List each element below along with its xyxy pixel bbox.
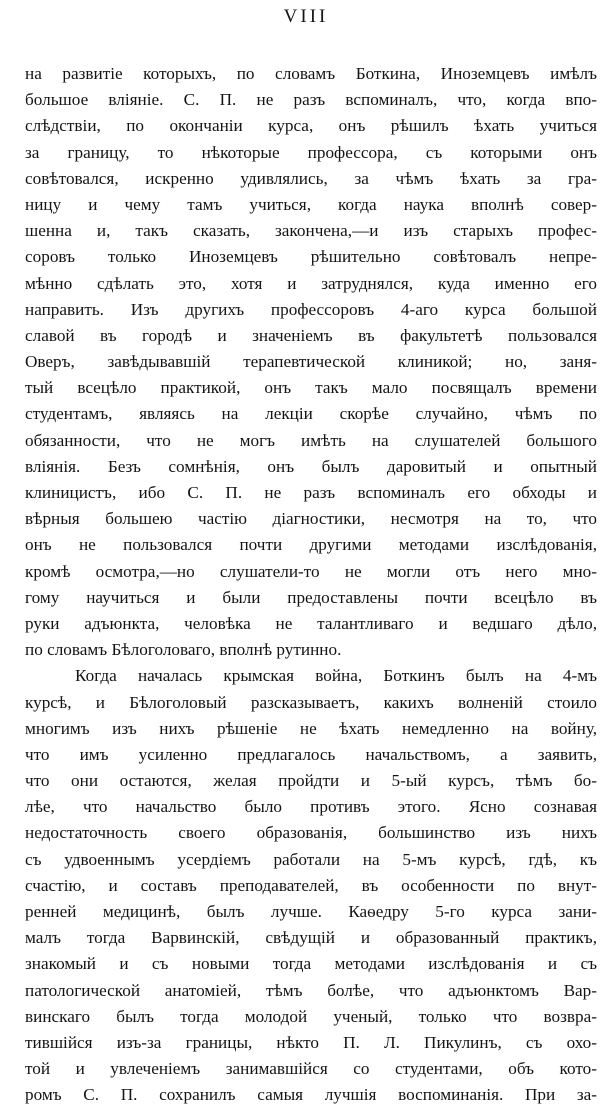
paragraph bbox=[25, 61, 597, 663]
text-line: руки адъюнкта, человѣка не талантливаго и ведшаго дѣло, bbox=[25, 613, 597, 633]
text-line: обязанности, что не могъ имѣть на слушателей большого bbox=[25, 430, 597, 450]
text-line: слѣдствіи, по окончаніи курса, онъ рѣшилъ ѣхать учиться bbox=[25, 116, 597, 136]
body-text bbox=[25, 61, 597, 1109]
text-line: недостаточность своего образованія, большинство изъ нихъ bbox=[25, 823, 597, 843]
text-line: тый всецѣло практикой, онъ такъ мало посвящалъ времени bbox=[25, 378, 597, 398]
text-line: тившійся изъ-за границы, нѣкто П. Л. Пикулинъ, съ охо- bbox=[25, 1032, 597, 1052]
text-line: большое вліяніе. С. П. не разъ вспоминалъ, что, когда впо- bbox=[25, 90, 597, 110]
text-line: кромѣ осмотра,—но слушатели-то не могли отъ него мно- bbox=[25, 561, 597, 581]
text-line: на развитіе которыхъ, по словамъ Боткина, Иноземцевъ имѣлъ bbox=[25, 64, 597, 83]
text-line: направить. Изъ другихъ профессоровъ 4-аго курса большой bbox=[25, 299, 597, 319]
text-line: ницу и чему тамъ учиться, когда наука вполнѣ совер- bbox=[25, 194, 597, 214]
text-line: той и увлеченіемъ занимавшійся со студентами, объ кото- bbox=[25, 1059, 597, 1079]
text-line: малъ тогда Варвинскій, свѣдущій и образованный практикъ, bbox=[25, 928, 597, 948]
text-line: Когда началась крымская война, Боткинъ былъ на 4-мъ bbox=[75, 666, 597, 686]
text-line: съ удвоеннымъ усердіемъ работали на 5-мъ курсѣ, гдѣ, къ bbox=[25, 849, 597, 869]
text-line: шенна и, такъ сказать, закончена,—и изъ старыхъ профес- bbox=[25, 221, 597, 241]
text-line: вѣрныя большею частію діагностики, несмотря на то, что bbox=[25, 509, 597, 529]
paragraph bbox=[25, 663, 597, 1108]
page-number: VIII bbox=[283, 6, 329, 27]
text-line: по словамъ Бѣлоголоваго, вполнѣ рутинно. bbox=[25, 640, 342, 660]
text-line: что имъ усиленно предлагалось начальствомъ, а заявить, bbox=[25, 744, 597, 764]
text-line: что они остаются, желая пройдти и 5-ый курсъ, тѣмъ бо- bbox=[25, 771, 597, 791]
text-line: соровъ только Иноземцевъ рѣшительно совѣтовалъ непре- bbox=[25, 247, 597, 267]
text-line: Оверъ, завѣдывавшій терапевтической клиникой; но, заня- bbox=[25, 352, 597, 372]
text-line: студентамъ, являясь на лекціи скорѣе случайно, чѣмъ по bbox=[25, 404, 597, 424]
text-line: винскаго былъ тогда молодой ученый, только что возвра- bbox=[25, 1006, 597, 1026]
text-line: гому научиться и были предоставлены почти всецѣло въ bbox=[25, 587, 597, 607]
text-line: ренней медицинѣ, былъ лучше. Каѳедру 5-го курса зани- bbox=[25, 902, 597, 921]
text-line: онъ не пользовался почти другими методами изслѣдованія, bbox=[25, 535, 597, 555]
text-line: славой въ городѣ и значеніемъ въ факультетѣ пользовался bbox=[25, 325, 597, 345]
text-line: вліянія. Безъ сомнѣнія, онъ былъ даровитый и опытный bbox=[25, 456, 597, 476]
text-line: ромъ С. П. сохранилъ самыя лучшія воспоминанія. При за- bbox=[25, 1085, 597, 1105]
text-line: курсѣ, и Бѣлоголовый разсказываетъ, какихъ волненій стоило bbox=[25, 692, 597, 712]
text-line: знакомый и съ новыми тогда методами изслѣдованія и съ bbox=[25, 954, 597, 974]
text-line: лѣе, что начальство было противъ этого. Ясно сознавая bbox=[25, 797, 597, 817]
text-line: за границу, то нѣкоторые профессора, съ которыми онъ bbox=[25, 142, 597, 162]
text-line: совѣтовался, искренно удивлялись, за чѣмъ ѣхать за гра- bbox=[25, 168, 597, 188]
text-line: мѣнно сдѣлать это, хотя и затруднялся, куда именно его bbox=[25, 273, 597, 293]
text-line: счастію, и составъ преподавателей, въ особенности по внут- bbox=[25, 875, 597, 895]
text-line: патологической анатоміей, тѣмъ болѣе, что адъюнктомъ Вар- bbox=[25, 980, 597, 1000]
text-line: клиницистъ, ибо С. П. не разъ вспоминалъ его обходы и bbox=[25, 483, 597, 502]
text-line: многимъ изъ нихъ рѣшеніе не ѣхать немедленно на войну, bbox=[25, 718, 597, 738]
